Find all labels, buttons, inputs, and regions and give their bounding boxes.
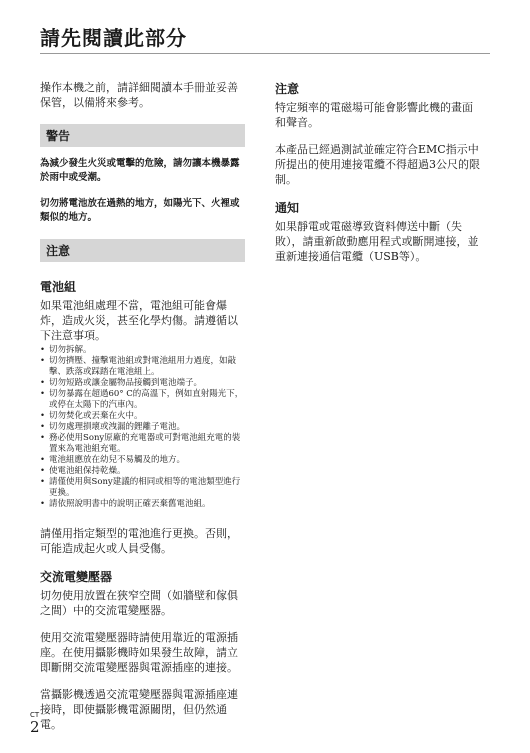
page-footer <box>30 712 40 735</box>
list-item: • 請依照說明書中的說明正確丟棄舊電池組。 <box>40 499 245 510</box>
caution-heading: 注意 <box>40 239 245 262</box>
notify-text: 如果靜電或電磁導致資料傳送中斷（失敗），請重新啟動應用程式或斷開連接，並重新連接通信電纜（USB等）。 <box>275 220 479 263</box>
list-item: • 切勿拆解。 <box>40 345 245 356</box>
page-number: 2 <box>30 718 40 736</box>
list-item: • 切勿處理損壞或洩漏的鋰離子電池。 <box>40 422 245 433</box>
left-column <box>40 80 245 732</box>
adapter-heading: 交流電變壓器 <box>40 570 113 584</box>
list-item: • 使電池組保持乾燥。 <box>40 466 245 477</box>
battery-text: 如果電池組處理不當，電池組可能會爆炸，造成火災，甚至化學灼傷。請遵循以下注意事項。 <box>40 299 238 342</box>
intro-text: 操作本機之前，請詳細閱讀本手冊並妥善保管，以備將來參考。 <box>40 81 238 109</box>
battery-precaution-list <box>40 345 245 510</box>
list-item: • 請僅使用與Sony建議的相同或相等的電池類型進行更換。 <box>40 477 245 499</box>
list-item: • 務必使用Sony原廠的充電器或可對電池組充電的裝置來為電池組充電。 <box>40 433 245 455</box>
list-item: • 電池組應放在幼兒不易觸及的地方。 <box>40 455 245 466</box>
language-code: CT <box>30 711 40 719</box>
list-item: • 切勿焚化或丟棄在火中。 <box>40 411 245 422</box>
page-title: 請先閱讀此部分 <box>40 26 187 50</box>
adapter-text-1: 切勿使用放置在狹窄空間（如牆壁和傢俱之間）中的交流電變壓器。 <box>40 589 238 617</box>
warning-heading: 警告 <box>40 124 245 147</box>
warning-text-2: 切勿將電池放在過熱的地方，如陽光下、火裡或類似的地方。 <box>40 198 240 223</box>
list-item: • 切勿短路或讓金屬物品接觸到電池端子。 <box>40 378 245 389</box>
battery-heading: 電池組 <box>40 280 77 294</box>
notice-heading: 注意 <box>275 82 300 96</box>
notice-text-1: 特定頻率的電磁場可能會影響此機的畫面和聲音。 <box>275 101 473 129</box>
notify-heading: 通知 <box>275 201 300 215</box>
right-column <box>275 80 480 264</box>
adapter-text-3: 當攝影機透過交流電變壓器與電源插座連接時，即使攝影機電源關閉，但仍然通電。 <box>40 688 238 731</box>
title-divider <box>40 53 490 54</box>
notice-text-2: 本產品已經過測試並確定符合EMC指示中所提出的使用連接電纜不得超過3公尺的限制。 <box>275 143 480 186</box>
battery-replace-text: 請僅用指定類型的電池進行更換。否則，可能造成起火或人員受傷。 <box>40 527 238 555</box>
warning-text-1: 為減少發生火災或電擊的危險，請勿讓本機暴露於雨中或受潮。 <box>40 158 240 183</box>
list-item: • 切勿擠壓、撞擊電池組或對電池組用力過度，如敲擊、跌落或踩踏在電池組上。 <box>40 356 245 378</box>
adapter-text-2: 使用交流電變壓器時請使用靠近的電源插座。在使用攝影機時如果發生故障，請立即斷開交流電變壓器與電源插座的連接。 <box>40 631 238 674</box>
list-item: • 切勿暴露在超過60° C的高溫下，例如直射陽光下，或停在太陽下的汽車內。 <box>40 389 245 411</box>
